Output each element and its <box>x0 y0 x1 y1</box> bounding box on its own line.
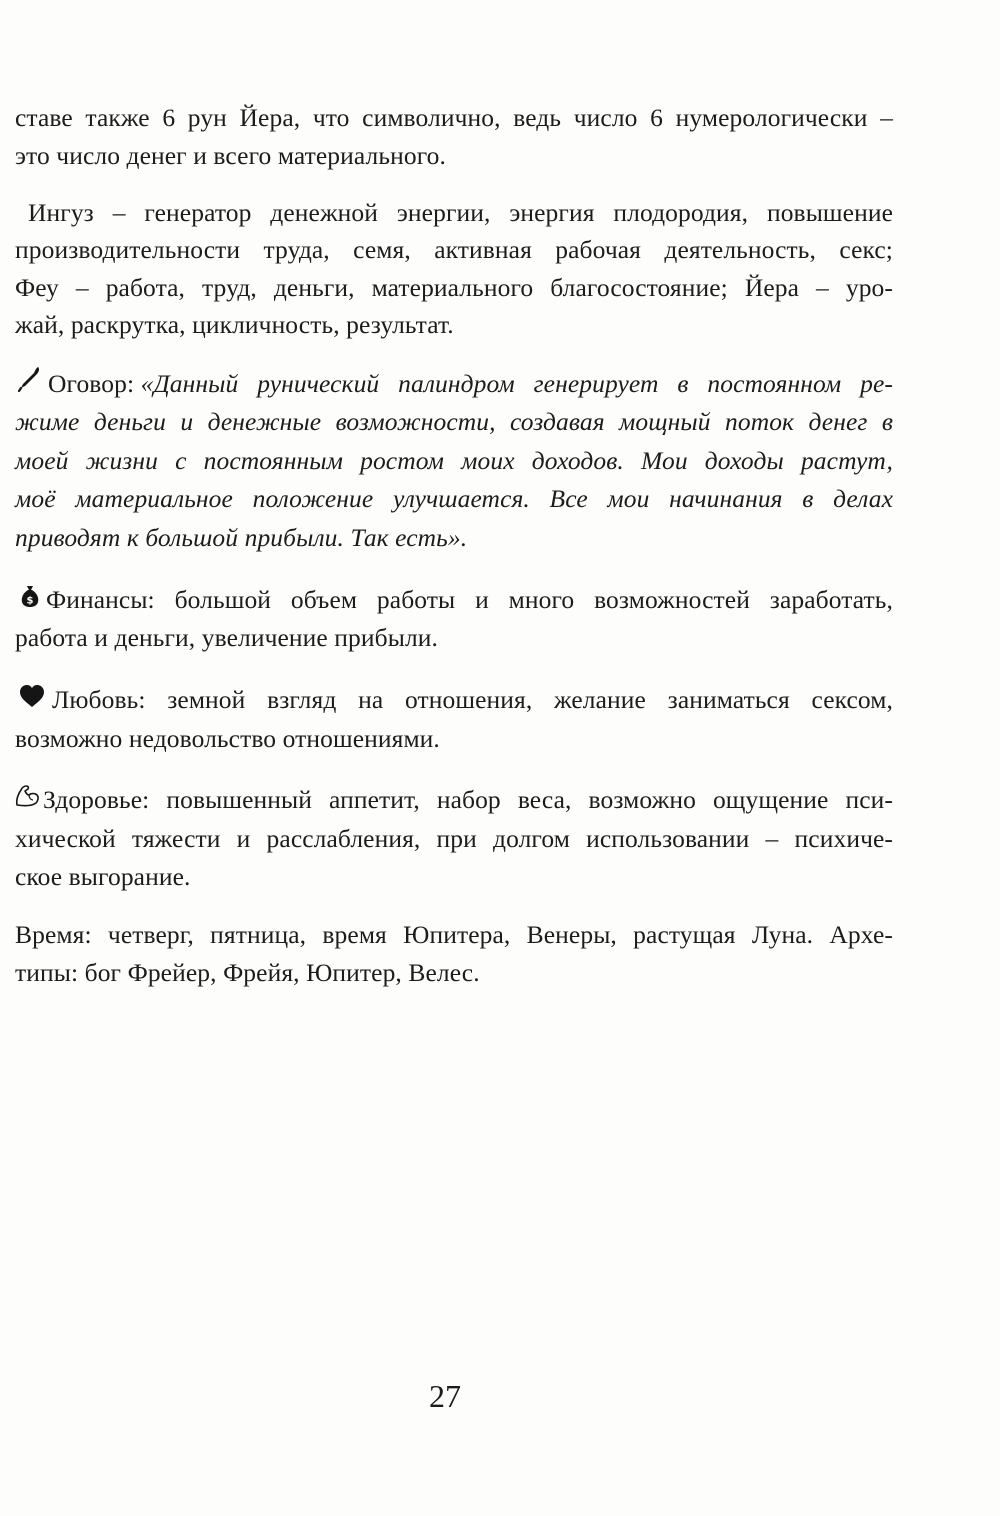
spell-line-1 <box>18 366 893 402</box>
svg-text:$: $ <box>26 595 34 607</box>
meaning-line-3: Феу – работа, труд, деньги, материального благосостояние; Йера – уро- <box>15 273 893 302</box>
finance-text-line-2: работа и деньги, увеличение прибыли. <box>15 623 439 652</box>
health-text-line-2: хической тяжести и расслабления, при долгом использовании – психиче- <box>15 824 893 853</box>
heart-icon <box>18 682 46 718</box>
spell-text-line-2: жиме деньги и денежные возможности, создавая мощный поток денег в <box>15 407 893 436</box>
health-text-line-1: Здоровье: повышенный аппетит, набор веса, возможно ощущение пси- <box>43 785 893 814</box>
health-line-1 <box>14 782 893 818</box>
spell-text-line-4: моё материальное положение улучшается. Все мои начинания в делах <box>15 484 893 513</box>
spell-text-line-3: моей жизни с постоянным ростом моих доходов. Мои доходы растут, <box>15 446 893 475</box>
love-line-1 <box>18 682 893 718</box>
time-line-1: Время: четверг, пятница, время Юпитера, Венеры, растущая Луна. Архе- <box>15 920 893 949</box>
meaning-line-2: производительности труда, семя, активная рабочая деятельность, секс; <box>15 235 893 264</box>
spell-text-line-1: «Данный рунический палиндром генерирует в постоянном ре- <box>140 369 893 398</box>
meaning-line-4: жай, раскрутка, цикличность, результат. <box>15 310 454 339</box>
finance-text-line-1: Финансы: большой объем работы и много возможностей заработать, <box>46 585 893 614</box>
flexed-arm-icon <box>14 782 40 818</box>
time-line-2: типы: бог Фрейер, Фрейя, Юпитер, Велес. <box>15 958 480 987</box>
finance-line-1 <box>20 582 893 618</box>
health-text-line-3: ское выгорание. <box>15 862 191 891</box>
love-text-line-2: возможно недовольство отношениями. <box>15 724 440 753</box>
intro-line-1: ставе также 6 рун Йера, что символично, ведь число 6 нумерологически – <box>15 103 893 132</box>
spell-label: Оговор: <box>48 369 141 398</box>
intro-line-2: это число денег и всего материального. <box>15 141 446 170</box>
spell-text-line-5: приводят к большой прибыли. Так есть». <box>15 523 468 552</box>
love-text-line-1: Любовь: земной взгляд на отношения, желание заниматься сексом, <box>52 685 893 714</box>
quill-pen-icon <box>18 366 42 402</box>
money-bag-icon <box>20 582 40 618</box>
page-number: 27 <box>429 1378 461 1414</box>
meaning-line-1: Ингуз – генератор денежной энергии, энергия плодородия, повышение <box>28 198 893 227</box>
